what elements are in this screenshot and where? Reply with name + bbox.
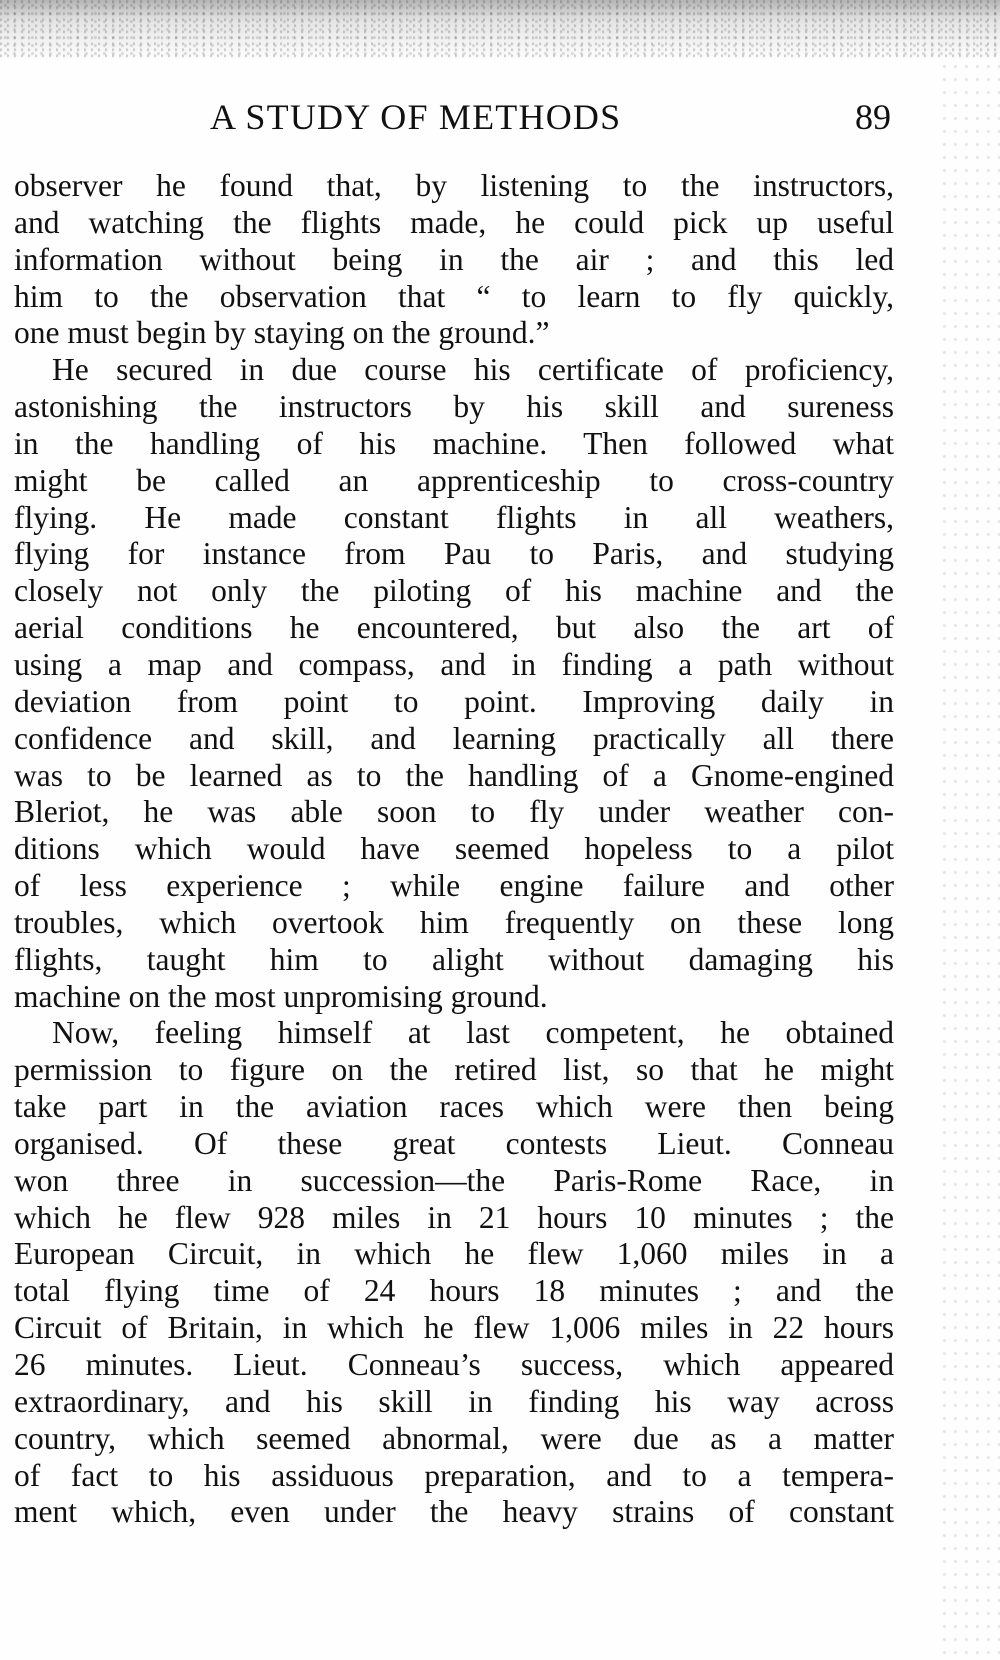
text-line: Circuit of Britain, in which he flew 1,006 miles in 22 hours (14, 1310, 894, 1346)
text-line: information without being in the air ; and this led (14, 241, 894, 277)
page-number: 89 (855, 97, 891, 137)
text-line: confidence and skill, and learning practically all there (14, 720, 894, 756)
text-line: European Circuit, in which he flew 1,060 miles in a (14, 1236, 894, 1272)
text-line: extraordinary, and his skill in finding his way across (14, 1383, 894, 1419)
text-line: might be called an apprenticeship to cross-country (14, 462, 894, 498)
text-line: closely not only the piloting of his machine and the (14, 573, 894, 609)
text-line: using a map and compass, and in finding a path without (14, 646, 894, 682)
text-line: in the handling of his machine. Then followed what (14, 425, 894, 461)
text-line: deviation from point to point. Improving daily in (14, 683, 894, 719)
text-line: total flying time of 24 hours 18 minutes ; and the (14, 1273, 894, 1309)
text-line: won three in succession—the Paris-Rome Race, in (14, 1162, 894, 1198)
text-line: country, which seemed abnormal, were due as a matter (14, 1420, 894, 1456)
text-line: flying. He made constant flights in all weathers, (14, 499, 894, 535)
text-line: 26 minutes. Lieut. Conneau’s success, which appeared (14, 1347, 894, 1382)
text-line: one must begin by staying on the ground.” (14, 315, 550, 351)
text-line: ment which, even under the heavy strains of constant (14, 1494, 894, 1530)
text-line: Bleriot, he was able soon to fly under weather con- (14, 794, 894, 830)
text-line: ditions which would have seemed hopeless to a pilot (14, 831, 894, 867)
text-line: take part in the aviation races which were then being (14, 1089, 894, 1125)
text-line: organised. Of these great contests Lieut. Conneau (14, 1125, 894, 1161)
text-line: was to be learned as to the handling of a Gnome-engined (14, 757, 894, 793)
running-head (0, 95, 1000, 139)
text-line: He secured in due course his certificate of proficiency, (52, 352, 894, 388)
text-line: which he flew 928 miles in 21 hours 10 minutes ; the (14, 1199, 894, 1235)
scan-edge-top (0, 0, 1000, 60)
running-title: A STUDY OF METHODS (210, 97, 622, 137)
text-line: flights, taught him to alight without damaging his (14, 941, 894, 977)
text-line: aerial conditions he encountered, but also the art of (14, 610, 894, 646)
text-line: of less experience ; while engine failure and other (14, 868, 894, 904)
body-text (14, 168, 894, 1531)
text-line: observer he found that, by listening to the instructors, (14, 168, 894, 203)
text-line: flying for instance from Pau to Paris, and studying (14, 536, 894, 572)
text-line: him to the observation that “ to learn to fly quickly, (14, 278, 894, 314)
text-line: troubles, which overtook him frequently on these long (14, 904, 894, 940)
text-line: astonishing the instructors by his skill and sureness (14, 389, 894, 425)
text-line: permission to figure on the retired list, so that he might (14, 1052, 894, 1088)
text-line: Now, feeling himself at last competent, he obtained (52, 1015, 894, 1051)
text-line: machine on the most unpromising ground. (14, 978, 548, 1014)
text-line: of fact to his assiduous preparation, and to a tempera- (14, 1457, 894, 1493)
text-line: and watching the flights made, he could pick up useful (14, 204, 894, 240)
scan-edge-right (940, 60, 1000, 1660)
